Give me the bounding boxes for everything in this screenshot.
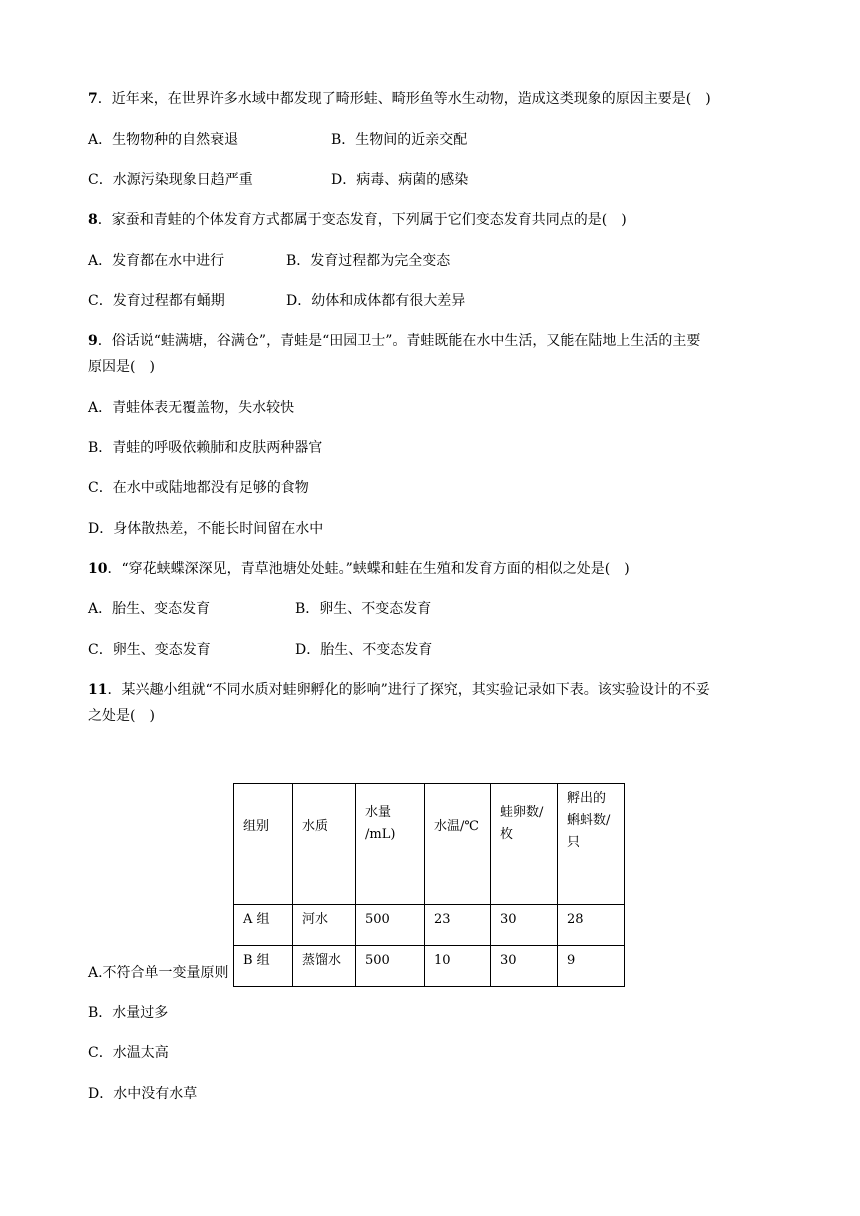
table-cell: B 组 <box>234 946 293 987</box>
table-header-cell: 蛙卵数/ 枚 <box>491 784 558 905</box>
question-9-stem <box>88 332 700 350</box>
table-cell: A 组 <box>234 905 293 946</box>
table-row <box>234 946 625 987</box>
q9-option-a: A．青蛙体表无覆盖物，失水较快 <box>88 400 295 416</box>
q7-option-b: B．生物间的近亲交配 <box>331 132 468 148</box>
table-header-cell: 水质 <box>293 784 356 905</box>
question-8-stem <box>88 211 627 229</box>
question-text: ．家蚕和青蛙的个体发育方式都属于变态发育，下列属于它们变态发育共同点的是( ) <box>97 212 627 228</box>
table-cell: 500 <box>356 905 425 946</box>
q10-option-c: C．卵生、变态发育 <box>88 642 211 658</box>
table-row <box>234 905 625 946</box>
q8-option-c: C．发育过程都有蛹期 <box>88 293 225 309</box>
experiment-table <box>233 783 625 987</box>
question-9-stem-cont: 原因是( ) <box>88 359 155 375</box>
q7-option-a: A．生物物种的自然衰退 <box>88 132 239 148</box>
question-7-stem <box>88 90 711 108</box>
table-cell: 10 <box>425 946 491 987</box>
question-11-stem <box>88 681 710 699</box>
q10-option-d: D．胎生、不变态发育 <box>295 642 433 658</box>
table-header-row <box>234 784 625 905</box>
q9-option-c: C．在水中或陆地都没有足够的食物 <box>88 480 309 496</box>
table-cell: 30 <box>491 905 558 946</box>
table-header-cell: 孵出的 蝌蚪数/ 只 <box>558 784 625 905</box>
question-text: ．某兴趣小组就“不同水质对蛙卵孵化的影响”进行了探究，其实验记录如下表。该实验设计的不妥 <box>107 682 710 698</box>
question-number: 7 <box>88 91 98 107</box>
table-cell: 23 <box>425 905 491 946</box>
table-cell: 28 <box>558 905 625 946</box>
q7-option-d: D．病毒、病菌的感染 <box>331 172 469 188</box>
q11-option-d: D．水中没有水草 <box>88 1086 198 1102</box>
question-11-stem-cont: 之处是( ) <box>88 708 155 724</box>
q10-option-a: A．胎生、变态发育 <box>88 601 211 617</box>
question-text: ．近年来，在世界许多水域中都发现了畸形蛙、畸形鱼等水生动物，造成这类现象的原因主要是( ) <box>97 91 711 107</box>
q8-option-a: A．发育都在水中进行 <box>88 253 225 269</box>
question-10-stem <box>88 560 630 578</box>
q10-option-b: B．卵生、不变态发育 <box>295 601 432 617</box>
table-header-cell: 水量 /mL) <box>356 784 425 905</box>
question-number: 8 <box>88 212 98 228</box>
table-header-cell: 组别 <box>234 784 293 905</box>
question-text: ．“穿花蛱蝶深深见，青草池塘处处蛙。”蛱蝶和蛙在生殖和发育方面的相似之处是( ) <box>107 561 630 577</box>
q11-option-a: A.不符合单一变量原则 <box>88 965 229 981</box>
table-cell: 9 <box>558 946 625 987</box>
q7-option-c: C．水源污染现象日趋严重 <box>88 172 253 188</box>
q11-option-b: B．水量过多 <box>88 1005 169 1021</box>
table-header-cell: 水温/℃ <box>425 784 491 905</box>
question-number: 9 <box>88 333 98 349</box>
q8-option-b: B．发育过程都为完全变态 <box>286 253 451 269</box>
table-cell: 500 <box>356 946 425 987</box>
table-cell: 蒸馏水 <box>293 946 356 987</box>
question-number: 10 <box>88 561 108 577</box>
q9-option-d: D．身体散热差，不能长时间留在水中 <box>88 521 324 537</box>
question-number: 11 <box>88 682 108 698</box>
table-cell: 河水 <box>293 905 356 946</box>
q9-option-b: B．青蛙的呼吸依赖肺和皮肤两种器官 <box>88 440 323 456</box>
table-cell: 30 <box>491 946 558 987</box>
question-text: ．俗话说“蛙满塘，谷满仓”，青蛙是“田园卫士”。青蛙既能在水中生活，又能在陆地上生活的主要 <box>97 333 701 349</box>
q11-option-c: C．水温太高 <box>88 1045 169 1061</box>
q8-option-d: D．幼体和成体都有很大差异 <box>286 293 466 309</box>
